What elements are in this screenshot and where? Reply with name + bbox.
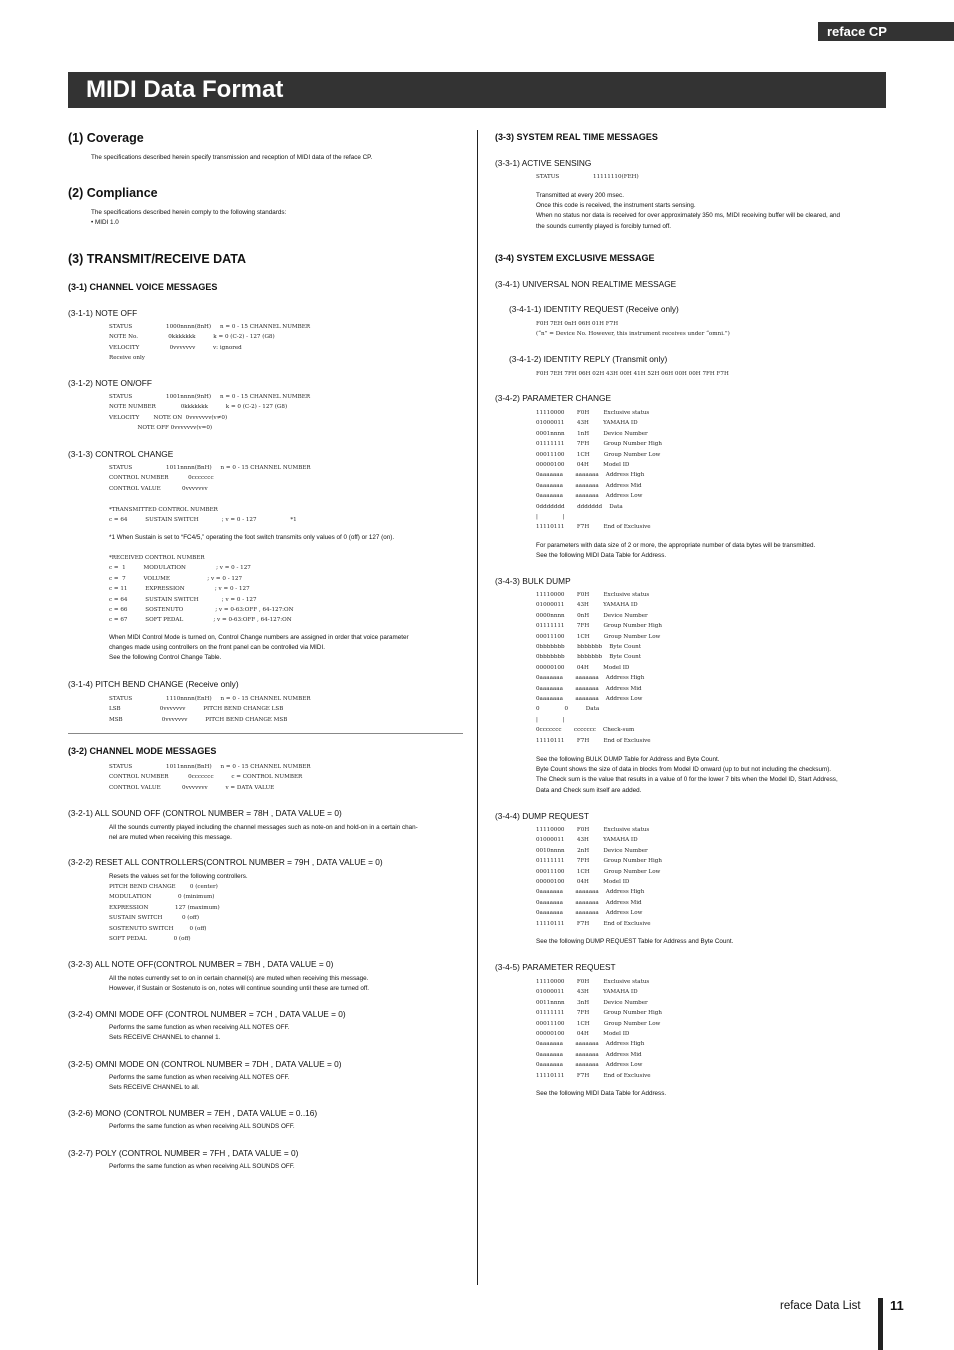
all-note-off-text: All the notes currently set to on in certain channel(s) are muted when receiving this message. However, if Sustain or Sostenuto is on, notes will continue sounding until these are turned off. bbox=[109, 975, 369, 993]
identity-reply-title: (3-4-1-2) IDENTITY REPLY (Transmit only) bbox=[509, 354, 668, 364]
omni-on-text: Performs the same function as when receiving ALL NOTES OFF. Sets RECEIVE CHANNEL to all. bbox=[109, 1074, 290, 1092]
reset-all-controllers-text: Resets the values set for the following controllers. bbox=[109, 873, 248, 880]
channel-mode-title: (3-2) CHANNEL MODE MESSAGES bbox=[68, 746, 217, 756]
parameter-change-title: (3-4-2) PARAMETER CHANGE bbox=[495, 393, 612, 403]
active-sensing-title: (3-3-1) ACTIVE SENSING bbox=[495, 158, 592, 168]
section-transmit-receive-title: (3) TRANSMIT/RECEIVE DATA bbox=[68, 252, 247, 266]
omni-off-text: Performs the same function as when receiving ALL NOTES OFF. Sets RECEIVE CHANNEL to channel 1. bbox=[109, 1024, 290, 1042]
all-sound-off-title: (3-2-1) ALL SOUND OFF (CONTROL NUMBER = 78H , DATA VALUE = 0) bbox=[68, 808, 342, 818]
dump-request-table: 11110000 F0H Exclusive status 01000011 43H YAMAHA ID 0010nnnn 2nH Device Number 01111111 7FH Group Number High 00011100 1CH Group Number Low 00000100 04H Model ID 0aaaaaaa aaaaaaa Address High 0aaaaaaa aaaaaaa Address Mid 0aaaaaaa aaaaaaa Address Low 11110111 F7H End of Exclusive bbox=[536, 827, 662, 927]
poly-text: Performs the same function as when receiving ALL SOUNDS OFF. bbox=[109, 1163, 295, 1170]
control-change-note1: *1 When Sustain is set to “FC4/5,” operating the foot switch transmits only values of 0 (off) or 127 (on). bbox=[109, 534, 395, 541]
active-sensing-text: Transmitted at every 200 msec. Once this code is received, the instrument starts sensing. When no status nor data is received for over approximately 350 ms, MIDI receiving buffer will be cleared, and the sounds currently played is forcibly turned off. bbox=[536, 192, 841, 230]
active-sensing-table: STATUS 11111110(FEH) bbox=[536, 174, 639, 180]
page-number: 11 bbox=[890, 1298, 904, 1313]
column-divider bbox=[477, 130, 478, 1285]
received-control-table: *RECEIVED CONTROL NUMBER c = 1 MODULATION ; v = 0 - 127 c = 7 VOLUME ; v = 0 - 127 c = 11 EXPRESSION ; v = 0 - 127 c = 64 SUSTAIN SWITCH ; v = 0 - 127 c = 66 SOSTENUTO ; v = 0-63:OFF , 64-127:ON c = 67 SOFT PEDAL ; v = 0-63:OFF , 64-127:ON bbox=[109, 555, 294, 624]
bulk-dump-table: 11110000 F0H Exclusive status 01000011 43H YAMAHA ID 0000nnnn 0nH Device Number 01111111 7FH Group Number High 00011100 1CH Group Number Low 0bbbbbbb bbbbbbb Byte Count 0bbbbbbb bbbbbbb Byte Count 00000100 04H Model ID 0aaaaaaa aaaaaaa Address High 0aaaaaaa aaaaaaa Address Mid 0aaaaaaa aaaaaaa Address Low 0 0 Data | | 0ccccccc ccccccc Check-sum 11110111 F7H End of Exclusive bbox=[536, 592, 662, 744]
pitch-bend-table: STATUS 1110nnnn(EnH) n = 0 - 15 CHANNEL NUMBER LSB 0vvvvvvv PITCH BEND CHANGE LSB MSB 0vvvvvvv PITCH BEND CHANGE MSB bbox=[109, 696, 311, 723]
section-coverage-text: The specifications described herein specify transmission and reception of MIDI data of the reface CP. bbox=[91, 154, 373, 161]
all-note-off-title: (3-2-3) ALL NOTE OFF(CONTROL NUMBER = 7BH , DATA VALUE = 0) bbox=[68, 959, 334, 969]
section-coverage-title: (1) Coverage bbox=[68, 131, 144, 145]
note-off-table: STATUS 1000nnnn(8nH) n = 0 - 15 CHANNEL NUMBER NOTE No. 0kkkkkkk k = 0 (C-2) - 127 (G8) VELOCITY 0vvvvvvv v: ignored Receive only bbox=[109, 324, 311, 362]
all-sound-off-text: All the sounds currently played including the channel messages such as note-on and hold-on in a certain chan- nel are muted when receiving this message. bbox=[109, 824, 418, 842]
section-separator bbox=[68, 733, 463, 734]
universal-non-realtime-title: (3-4-1) UNIVERSAL NON REALTIME MESSAGE bbox=[495, 279, 677, 289]
reset-all-controllers-table: PITCH BEND CHANGE 0 (center) MODULATION 0 (minimum) EXPRESSION 127 (maximum) SUSTAIN SWITCH 0 (off) SOSTENUTO SWITCH 0 (off) SOFT PEDAL 0 (off) bbox=[109, 884, 220, 943]
reset-all-controllers-title: (3-2-2) RESET ALL CONTROLLERS(CONTROL NUMBER = 79H , DATA VALUE = 0) bbox=[68, 857, 383, 867]
footer-bar bbox=[878, 1298, 883, 1350]
identity-reply-table: F0H 7EH 7FH 06H 02H 43H 00H 41H 52H 06H 00H 00H 7FH F7H bbox=[536, 371, 729, 377]
dump-request-title: (3-4-4) DUMP REQUEST bbox=[495, 811, 589, 821]
parameter-request-title: (3-4-5) PARAMETER REQUEST bbox=[495, 962, 616, 972]
control-change-table: STATUS 1011nnnn(BnH) n = 0 - 15 CHANNEL NUMBER CONTROL NUMBER 0ccccccc CONTROL VALUE 0vvvvvvv *TRANSMITTED CONTROL NUMBER c = 64 SUSTAIN SWITCH ; v = 0 - 127 *1 bbox=[109, 465, 311, 524]
section-compliance-text: The specifications described herein comply to the following standards: • MIDI 1.0 bbox=[91, 209, 287, 227]
channel-voice-title: (3-1) CHANNEL VOICE MESSAGES bbox=[68, 282, 218, 292]
omni-off-title: (3-2-4) OMNI MODE OFF (CONTROL NUMBER = 7CH , DATA VALUE = 0) bbox=[68, 1009, 346, 1019]
identity-request-title: (3-4-1-1) IDENTITY REQUEST (Receive only) bbox=[509, 304, 679, 314]
control-change-title: (3-1-3) CONTROL CHANGE bbox=[68, 449, 174, 459]
channel-mode-table: STATUS 1011nnnn(BnH) n = 0 - 15 CHANNEL NUMBER CONTROL NUMBER 0ccccccc c = CONTROL NUMBER CONTROL VALUE 0vvvvvvv v = DATA VALUE bbox=[109, 764, 311, 791]
bulk-dump-title: (3-4-3) BULK DUMP bbox=[495, 576, 571, 586]
control-change-note2: When MIDI Control Mode is turned on, Control Change numbers are assigned in order that voice parameter changes made using controllers on the front panel can be controlled via MIDI. See the following Control Change Table. bbox=[109, 634, 409, 662]
system-realtime-title: (3-3) SYSTEM REAL TIME MESSAGES bbox=[495, 132, 658, 142]
mono-title: (3-2-6) MONO (CONTROL NUMBER = 7EH , DATA VALUE = 0..16) bbox=[68, 1108, 318, 1118]
mono-text: Performs the same function as when receiving ALL SOUNDS OFF. bbox=[109, 1123, 295, 1130]
page-title: MIDI Data Format bbox=[68, 72, 886, 108]
note-off-title: (3-1-1) NOTE OFF bbox=[68, 308, 138, 318]
pitch-bend-title: (3-1-4) PITCH BEND CHANGE (Receive only) bbox=[68, 679, 239, 689]
poly-title: (3-2-7) POLY (CONTROL NUMBER = 7FH , DATA VALUE = 0) bbox=[68, 1148, 299, 1158]
note-on-off-table: STATUS 1001nnnn(9nH) n = 0 - 15 CHANNEL NUMBER NOTE NUMBER 0kkkkkkk k = 0 (C-2) - 127 (G8) VELOCITY NOTE ON 0vvvvvvv(v≠0) NOTE OFF 0vvvvvvv(v=0) bbox=[109, 394, 311, 432]
footer-label: reface Data List bbox=[780, 1300, 861, 1312]
identity-request-table: F0H 7EH 0nH 06H 01H F7H (“n” = Device No. However, this instrument receives under “omni.”) bbox=[536, 321, 730, 338]
bulk-dump-text: See the following BULK DUMP Table for Address and Byte Count. Byte Count shows the size of data in blocks from Model ID onward (up to but not including the checksum). The Check sum is the value that results in a value of 0 for the lower 7 bits when the Model ID, Start Address, Data and Check sum itself are added. bbox=[536, 756, 838, 794]
parameter-change-table: 11110000 F0H Exclusive status 01000011 43H YAMAHA ID 0001nnnn 1nH Device Number 01111111 7FH Group Number High 00011100 1CH Group Number Low 00000100 04H Model ID 0aaaaaaa aaaaaaa Address High 0aaaaaaa aaaaaaa Address Mid 0aaaaaaa aaaaaaa Address Low 0ddddddd ddddddd Data | | 11110111 F7H End of Exclusive bbox=[536, 410, 662, 531]
omni-on-title: (3-2-5) OMNI MODE ON (CONTROL NUMBER = 7DH , DATA VALUE = 0) bbox=[68, 1059, 342, 1069]
section-compliance-title: (2) Compliance bbox=[68, 186, 158, 200]
parameter-change-text: For parameters with data size of 2 or more, the appropriate number of data bytes will be transmitted. See the following MIDI Data Table for Address. bbox=[536, 542, 816, 560]
dump-request-text: See the following DUMP REQUEST Table for Address and Byte Count. bbox=[536, 938, 734, 945]
parameter-request-text: See the following MIDI Data Table for Address. bbox=[536, 1090, 667, 1097]
product-tag: reface CP bbox=[818, 22, 954, 41]
parameter-request-table: 11110000 F0H Exclusive status 01000011 43H YAMAHA ID 0011nnnn 3nH Device Number 01111111 7FH Group Number High 00011100 1CH Group Number Low 00000100 04H Model ID 0aaaaaaa aaaaaaa Address High 0aaaaaaa aaaaaaa Address Mid 0aaaaaaa aaaaaaa Address Low 11110111 F7H End of Exclusive bbox=[536, 979, 662, 1079]
note-on-off-title: (3-1-2) NOTE ON/OFF bbox=[68, 378, 152, 388]
system-exclusive-title: (3-4) SYSTEM EXCLUSIVE MESSAGE bbox=[495, 253, 655, 263]
